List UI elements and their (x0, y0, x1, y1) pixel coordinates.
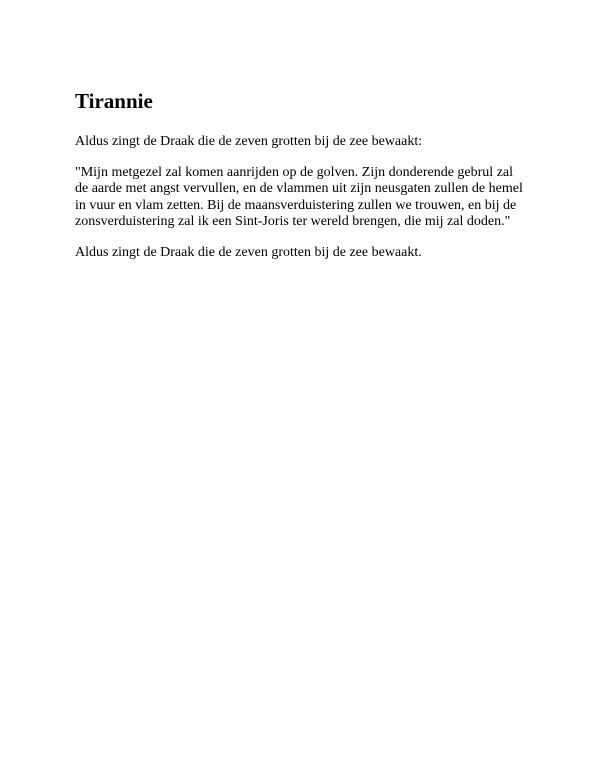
page-title: Tirannie (75, 89, 153, 113)
intro-paragraph: Aldus zingt de Draak die de zeven grotten bij de zee bewaakt: (75, 134, 423, 149)
document-page (75, 88, 525, 275)
closing-paragraph: Aldus zingt de Draak die de zeven grotten bij de zee bewaakt. (75, 244, 422, 260)
quote-paragraph: "Mijn metgezel zal komen aanrijden op de golven. Zijn donderende gebrul zal de aarde met angst vervullen, en de vlammen uit zijn neusgaten zullen de hemel in vuur en vlam zetten. Bij de maansverduistering zullen we trouwen, en bij de zonsverduistering zal ik een Sint-Joris ter wereld brengen, die mij zal doden." (75, 164, 523, 229)
